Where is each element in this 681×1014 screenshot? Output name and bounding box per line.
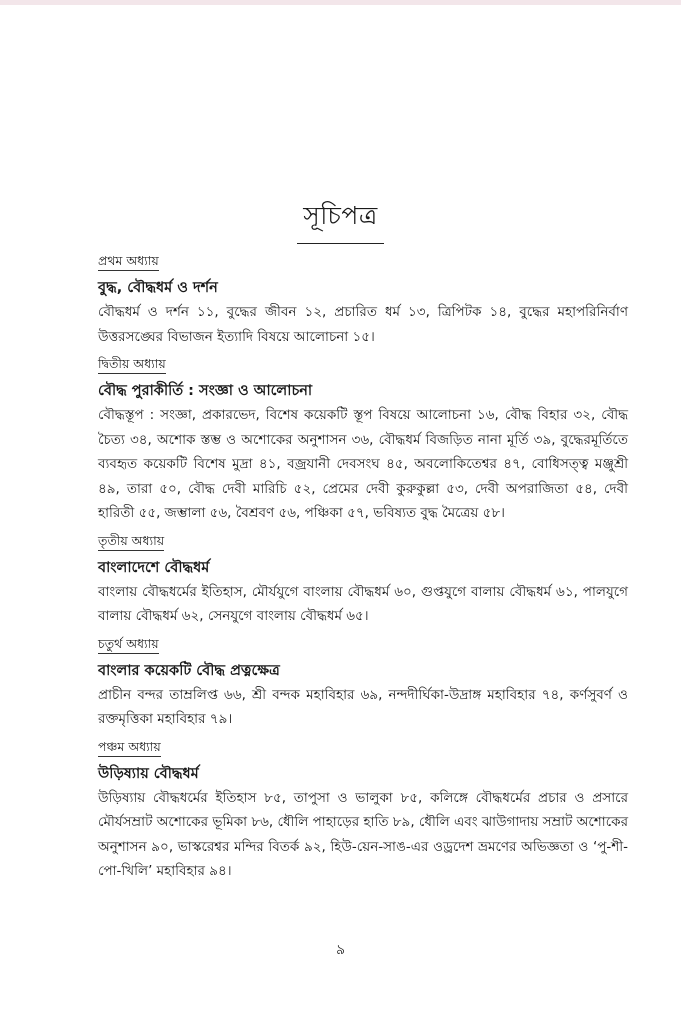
chapter-heading: বাংলাদেশে বৌদ্ধধর্ম (98, 559, 210, 576)
chapter-label: পঞ্চম অধ্যায় (98, 739, 161, 757)
chapter-entries: প্রাচীন বন্দর তাম্রলিপ্ত ৬৬, শ্রী বন্দক মহাবিহার ৬৯, নন্দদীর্ঘিকা-উদ্রাঙ্গ মহাবিহার ৭৪, কর্ণসুবর্ণ ও রক্তমৃত্তিকা মহাবিহার ৭৯। (98, 686, 628, 727)
chapter-entries: বাংলায় বৌদ্ধধর্মের ইতিহাস, মৌর্যযুগে বাংলায় বৌদ্ধধর্ম ৬০, গুপ্তযুগে বালায় বৌদ্ধধর্ম ৬১, পালযুগে বালায় বৌদ্ধধর্ম ৬২, সেনযুগে বাংলায় বৌদ্ধধর্ম ৬৫। (98, 583, 628, 624)
chapter-2 (98, 353, 628, 526)
chapter-label: দ্বিতীয় অধ্যায় (98, 356, 166, 374)
chapter-heading: বাংলার কয়েকটি বৌদ্ধ প্রত্নক্ষেত্র (98, 662, 280, 679)
chapter-label: তৃতীয় অধ্যায় (98, 533, 164, 551)
chapter-entries: বৌদ্ধস্তূপ : সংজ্ঞা, প্রকারভেদ, বিশেষ কয়েকটি স্তূপ বিষয়ে আলোচনা ১৬, বৌদ্ধ বিহার ৩২, বৌদ্ধ চৈত্য ৩৪, অশোক স্তম্ভ ও অশোকের অনুশাসন ৩৬, বৌদ্ধধর্ম বিজড়িত নানা মূর্তি ৩৯, বুদ্ধেরমূর্তিতে ব্যবহৃত কয়েকটি বিশেষ মুদ্রা ৪১, বজ্রযানী দেবসংঘ ৪৫, অবলোকিতেশ্বর ৪৭, বোধিসত্ত্ব মঞ্জুশ্রী ৪৯, তারা ৫০, বৌদ্ধ দেবী মারিচি ৫২, প্রেমের দেবী কুরুকুল্লা ৫৩, দেবী অপরাজিতা ৫৪, দেবী হারিতী ৫৫, জম্ভালা ৫৬, বৈশ্রবণ ৫৬, পঞ্চিকা ৫৭, ভবিষ্যত বুদ্ধ মৈত্রেয় ৫৮। (98, 407, 628, 521)
chapter-3 (98, 530, 628, 629)
chapter-heading: বুদ্ধ, বৌদ্ধধর্ম ও দর্শন (98, 280, 218, 296)
chapter-5 (98, 736, 628, 884)
chapter-heading: উড়িষ্যায় বৌদ্ধধর্ম (98, 765, 199, 782)
chapter-1 (98, 250, 628, 349)
chapter-label: চতুর্থ অধ্যায় (98, 636, 159, 654)
table-of-contents (98, 250, 628, 888)
chapter-entries: বৌদ্ধধর্ম ও দর্শন ১১, বুদ্ধের জীবন ১২, প্রচারিত ধর্ম ১৩, ত্রিপিটক ১৪, বুদ্ধের মহাপরিনির্বাণ উত্তরসঙ্ঘের বিভাজন ইত্যাদি বিষয়ে আলোচনা ১৫। (98, 304, 628, 345)
page-title: সূচিপত্র (297, 196, 384, 244)
chapter-4 (98, 633, 628, 732)
page-number: ৯ (335, 942, 346, 958)
chapter-entries: উড়িষ্যায় বৌদ্ধধর্মের ইতিহাস ৮৫, তাপুসা ও ভালুকা ৮৫, কলিঙ্গে বৌদ্ধধর্মের প্রচার ও প্রসারে মৌর্যসম্রাট অশোকের ভূমিকা ৮৬, ধৌলি পাহাড়ের হাতি ৮৯, ধৌলি এবং ঝাউগাদায় সম্রাট অশোকের অনুশাসন ৯০, ভাস্করেশ্বর মন্দির বিতর্ক ৯২, হিউ-য়েন-সাঙ-এর ওড্রদেশ ভ্রমণের অভিজ্ঞতা ও ‘পু-শী-পো-খিলি’ মহাবিহার ৯৪। (98, 789, 628, 879)
chapter-heading: বৌদ্ধ পুরাকীর্তি : সংজ্ঞা ও আলোচনা (98, 383, 313, 399)
chapter-label: প্রথম অধ্যায় (98, 253, 159, 271)
title-area (0, 196, 681, 244)
